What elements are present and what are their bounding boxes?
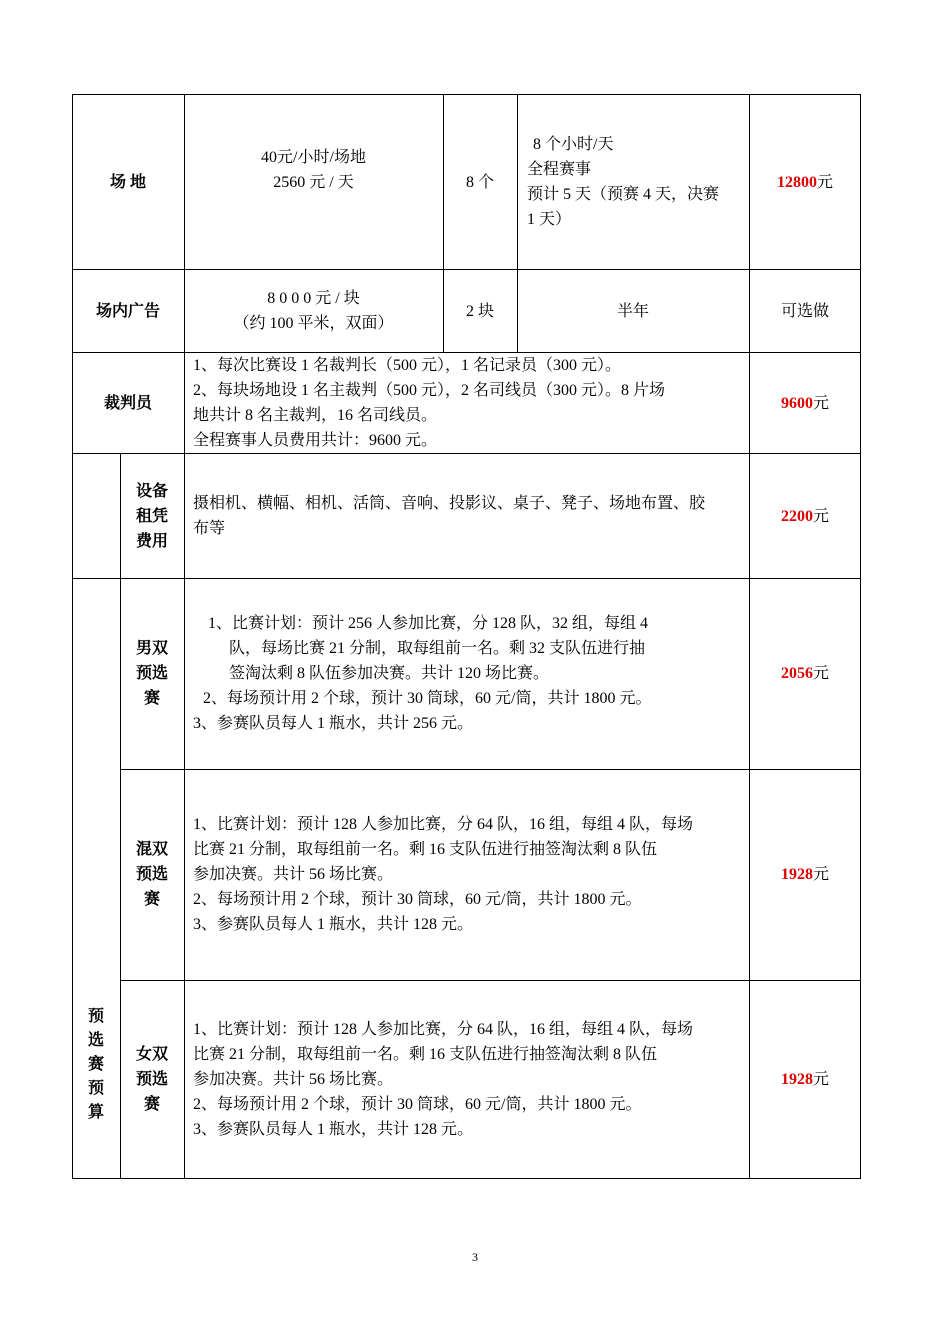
amount-value: 9600 [780,395,813,412]
amount-value: 1928 [780,866,813,883]
group-label-char: 赛 [87,1056,104,1073]
mixed-amount [750,862,860,887]
venue-note-line2: 全程赛事 [527,161,592,178]
mens-line4: 2、每场预计用 2 个球，预计 30 筒球，60 元/筒，共计 1800 元。 [203,690,652,707]
mixed-label-line1: 混双 [135,841,168,858]
mens-line5: 3、参赛队员每人 1 瓶水，共计 256 元。 [193,715,474,732]
equipment-line2: 布等 [193,520,226,537]
row-divider [72,269,861,270]
column-divider [184,353,185,453]
referee-amount [750,391,860,416]
column-divider [749,94,750,1179]
mens-line2: 队，每场比赛 21 分制，取每组前一名。剩 32 支队伍进行抽 [229,640,646,657]
womens-label-line2: 预选 [135,1071,168,1088]
row-divider [72,578,861,579]
womens-label-line3: 赛 [143,1096,160,1113]
equipment-label-line2: 租凭 [135,508,168,525]
venue-price-line1: 40元/小时/场地 [261,149,366,166]
mixed-label-line3: 赛 [143,891,160,908]
ads-price-line1: 8 0 0 0 元 / 块 [267,290,360,307]
referee-label: 裁判员 [103,395,152,412]
referee-line2: 2、每块场地设 1 名主裁判（500 元），2 名司线员（300 元）。8 片场 [193,382,666,399]
amount-value: 1928 [780,1071,813,1088]
mens-line1: 1、比赛计划：预计 256 人参加比赛，分 128 队，32 组，每组 4 [208,615,649,632]
venue-quantity: 8 个 [465,174,494,191]
group-label-char: 预 [87,1080,104,1097]
page-number: 3 [472,1250,478,1264]
womens-label-line1: 女双 [135,1046,168,1063]
amount-value: 12800 [776,174,817,191]
equipment-amount [750,504,860,529]
table-border [72,94,861,95]
table-border [860,94,861,1179]
column-divider [184,453,185,1179]
table-border [72,1178,861,1179]
mixed-label-line2: 预选 [135,866,168,883]
venue-label: 场 地 [109,174,146,191]
ads-amount: 可选做 [780,303,829,320]
mens-label-line1: 男双 [135,640,168,657]
prelim-group-label [72,1005,120,1125]
equipment-label-line3: 费用 [135,533,168,550]
womens-line3: 参加决赛。共计 56 场比赛。 [193,1071,394,1088]
womens-line4: 2、每场预计用 2 个球，预计 30 筒球，60 元/筒，共计 1800 元。 [193,1096,642,1113]
group-label-char: 选 [87,1032,104,1049]
womens-line5: 3、参赛队员每人 1 瓶水，共计 128 元。 [193,1121,474,1138]
mens-label-line3: 赛 [143,690,160,707]
ads-label: 场内广告 [95,303,160,320]
womens-line2: 比赛 21 分制，取每组前一名。剩 16 支队伍进行抽签淘汰剩 8 队伍 [193,1046,658,1063]
amount-unit: 元 [812,665,829,682]
amount-unit: 元 [812,1071,829,1088]
amount-unit: 元 [812,395,829,412]
mens-label-line2: 预选 [135,665,168,682]
row-divider [72,453,861,454]
referee-line1: 1、每次比赛设 1 名裁判长（500 元），1 名记录员（300 元）。 [193,357,622,374]
womens-amount [750,1067,860,1092]
amount-value: 2056 [780,665,813,682]
womens-line1: 1、比赛计划：预计 128 人参加比赛，分 64 队，16 组，每组 4 队，每场 [193,1021,694,1038]
venue-note-line4: 1 天） [527,211,572,228]
mixed-line1: 1、比赛计划：预计 128 人参加比赛，分 64 队，16 组，每组 4 队，每场 [193,816,694,833]
ads-price-line2: （约 100 平米，双面） [233,315,394,332]
mens-amount [750,661,860,686]
mens-line3: 签淘汰剩 8 队伍参加决赛。共计 120 场比赛。 [229,665,550,682]
venue-amount [750,170,860,195]
referee-line4: 全程赛事人员费用共计：9600 元。 [193,432,438,449]
mixed-line4: 2、每场预计用 2 个球，预计 30 筒球，60 元/筒，共计 1800 元。 [193,891,642,908]
amount-value: 2200 [780,508,813,525]
mixed-line3: 参加决赛。共计 56 场比赛。 [193,866,394,883]
venue-price-line2: 2560 元 / 天 [273,174,354,191]
group-label-char: 算 [87,1104,104,1121]
mixed-line2: 比赛 21 分制，取每组前一名。剩 16 支队伍进行抽签淘汰剩 8 队伍 [193,841,658,858]
ads-quantity: 2 块 [465,303,494,320]
equipment-line1: 摄相机、横幅、相机、活筒、音响、投影议、桌子、凳子、场地布置、胶 [193,495,706,512]
amount-unit: 元 [816,174,833,191]
referee-line3: 地共计 8 名主裁判，16 名司线员。 [193,407,438,424]
amount-unit: 元 [812,508,829,525]
equipment-label-line1: 设备 [135,483,168,500]
ads-note: 半年 [616,303,649,320]
venue-note-line1: 8 个小时/天 [533,136,614,153]
venue-note-line3: 预计 5 天（预赛 4 天，决赛 [527,186,720,203]
mixed-line5: 3、参赛队员每人 1 瓶水，共计 128 元。 [193,916,474,933]
amount-unit: 元 [812,866,829,883]
group-label-char: 预 [87,1008,104,1025]
